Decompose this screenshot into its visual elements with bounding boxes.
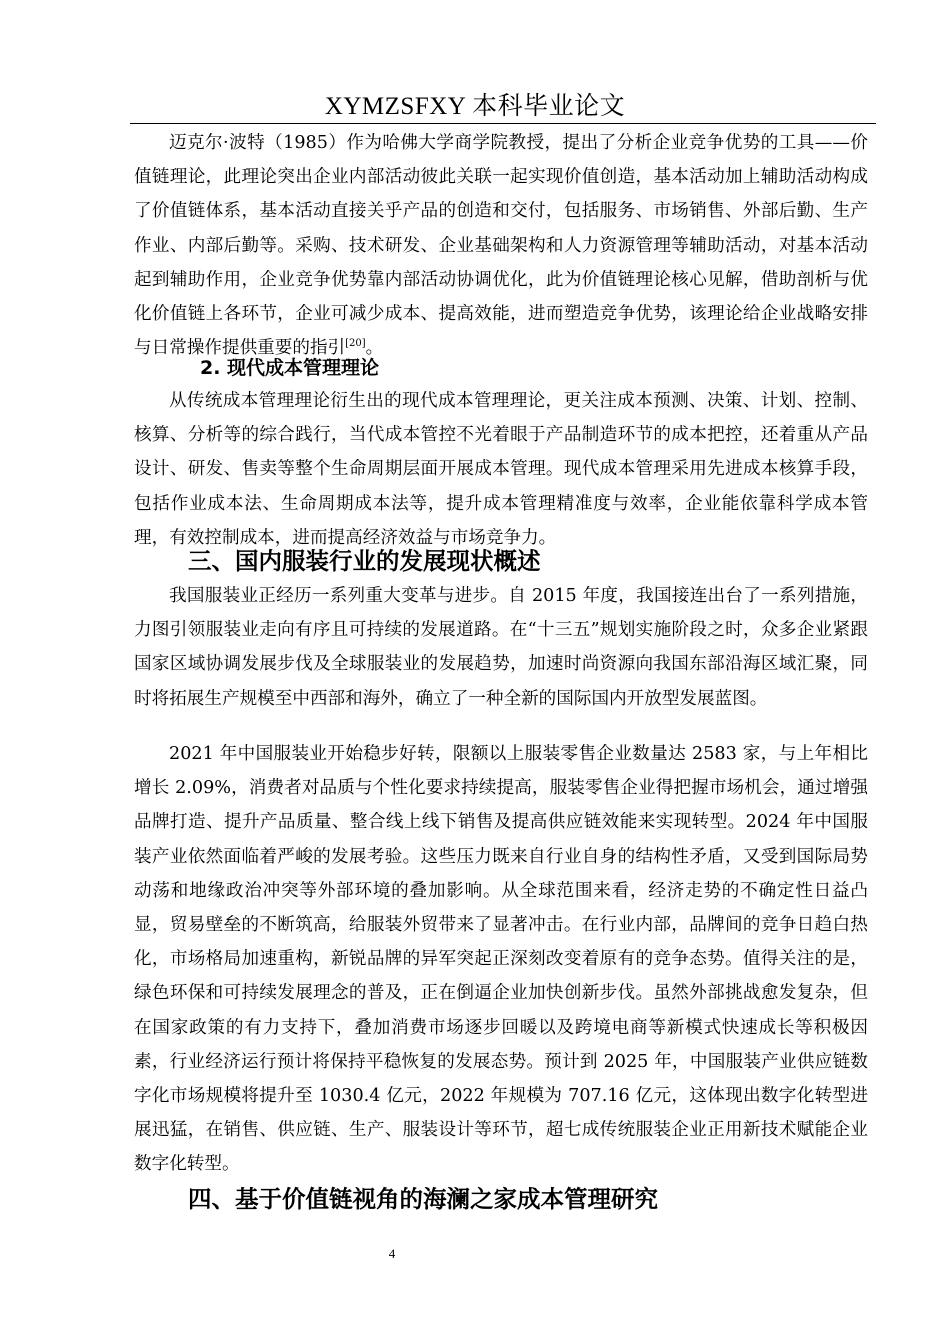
paragraph-value-chain-theory [134,126,868,365]
paragraph-industry-reform: 我国服装业正经历一系列重大变革与进步。自 2015 年度，我国接连出台了一系列措施，力图引领服装业走向有序且可持续的发展道路。在“十三五”规划实施阶段之时，众多企业紧跟国家区域协调发展步伐及全球服装业的发展趋势，加速时尚资源向我国东部沿海区域汇聚，同时将拓展生产规模至中西部和海外，确立了一种全新的国际国内开放型发展蓝图。 [134,586,868,709]
page-number: 4 [388,1246,396,1261]
subheading-modern-cost-theory: 2. 现代成本管理理论 [200,357,380,379]
section-heading-industry-status: 三、国内服装行业的发展现状概述 [188,547,541,575]
paragraph-modern-cost-theory: 从传统成本管理理论衍生出的现代成本管理理论，更关注成本预测、决策、计划、控制、核算、分析等的综合践行，当代成本管控不光着眼于产品制造环节的成本把控，还着重从产品设计、研发、售卖等整个生命周期层面开展成本管理。现代成本管理采用先进成本核算手段，包括作业成本法、生命周期成本法等，提升成本管理精准度与效率，企业能依靠科学成本管理，有效控制成本，进而提高经济效益与市场竞争力。 [134,391,868,548]
citation-marker: [20] [345,338,366,350]
paragraph-text: 迈克尔·波特（1985）作为哈佛大学商学院教授，提出了分析企业竞争优势的工具——价值链理论，此理论突出企业内部活动彼此关联一起实现价值创造，基本活动加上辅助活动构成了价值链体系，基本活动直接关乎产品的创造和交付，包括服务、市场销售、外部后勤、生产作业、内部后勤等。采购、技术研发、企业基础架构和人力资源管理等辅助活动，对基本活动起到辅助作用，企业竞争优势靠内部活动协调优化，此为价值链理论核心见解，借助剖析与优化价值链上各环节，企业可减少成本、提高效能，进而塑造竞争优势，该理论给企业战略安排与日常操作提供重要的指引 [134,133,868,359]
paragraph-industry-data: 2021 年中国服装业开始稳步好转，限额以上服装零售企业数量达 2583 家，与上年相比增长 2.09%，消费者对品质与个性化要求持续提高，服装零售企业得把握市场机会，通过增强品牌打造、提升产品质量、整合线上线下销售及提高供应链效能来实现转型。2024 年中国服装产业依然面临着严峻的发展考验。这些压力既来自行业自身的结构性矛盾，又受到国际局势动荡和地缘政治冲突等外部环境的叠加影响。从全球范围来看，经济走势的不确定性日益凸显，贸易壁垒的不断筑高，给服装外贸带来了显著冲击。在行业内部，品牌间的竞争日趋白热化，市场格局加速重构，新锐品牌的异军突起正深刻改变着原有的竞争态势。值得关注的是，绿色环保和可持续发展理念的普及，正在倒逼企业加快创新步伐。虽然外部挑战愈发复杂，但在国家政策的有力支持下，叠加消费市场逐步回暖以及跨境电商等新模式快速成长等积极因素，行业经济运行预计将保持平稳恢复的发展态势。预计到 2025 年，中国服装产业供应链数字化市场规模将提升至 1030.4 亿元，2022 年规模为 707.16 亿元，这体现出数字化转型进展迅猛，在销售、供应链、生产、服装设计等环节，超七成传统服装企业正用新技术赋能企业数字化转型。 [134,744,868,1175]
header-divider [130,123,876,124]
section-heading-hla-cost-research: 四、基于价值链视角的海澜之家成本管理研究 [188,1185,658,1213]
paragraph-end-punctuation: 。 [365,338,384,359]
page-header: XYMZSFXY 本科毕业论文 [324,93,626,120]
